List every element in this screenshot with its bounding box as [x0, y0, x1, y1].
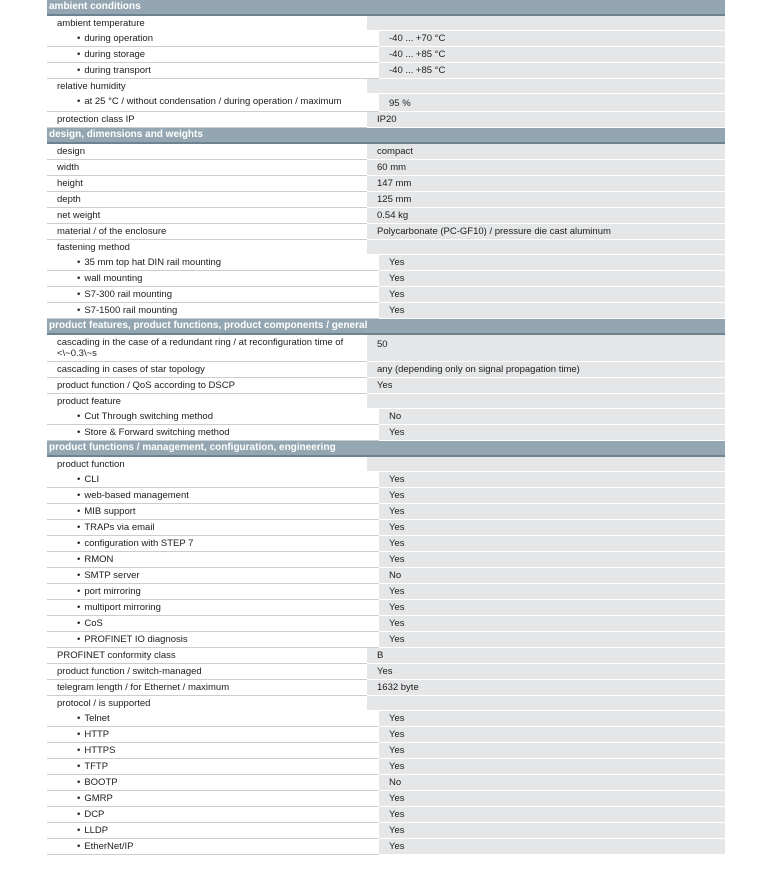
- spec-row: [47, 112, 725, 128]
- spec-row: [47, 63, 725, 79]
- spec-row: [47, 31, 725, 47]
- spec-label: • TRAPs via email: [47, 520, 379, 536]
- spec-label: relative humidity: [57, 81, 126, 92]
- spec-label: • wall mounting: [47, 271, 379, 287]
- spec-label: • web-based management: [47, 488, 379, 504]
- spec-value: Yes: [379, 727, 725, 743]
- spec-value: Yes: [379, 711, 725, 727]
- spec-value: -40 ... +85 °C: [379, 63, 725, 79]
- spec-label: • S7-1500 rail mounting: [47, 303, 379, 319]
- spec-label: depth: [47, 192, 367, 208]
- spec-label: • Telnet: [47, 711, 379, 727]
- spec-value: [367, 457, 725, 472]
- spec-label: • GMRP: [47, 791, 379, 807]
- spec-row: [47, 394, 725, 409]
- spec-label: • at 25 °C / without condensation / during operation / maximum: [47, 94, 379, 112]
- spec-label: • configuration with STEP 7: [47, 536, 379, 552]
- spec-row: [47, 409, 725, 425]
- spec-label: product function / switch-managed: [47, 664, 367, 680]
- section-header: design, dimensions and weights: [47, 128, 725, 144]
- spec-value: Yes: [379, 287, 725, 303]
- spec-label: net weight: [47, 208, 367, 224]
- spec-label: • HTTP: [47, 727, 379, 743]
- spec-row: [47, 144, 725, 160]
- spec-label: • HTTPS: [47, 743, 379, 759]
- spec-label: • CLI: [47, 472, 379, 488]
- spec-value: Yes: [379, 536, 725, 552]
- spec-row: [47, 791, 725, 807]
- spec-label: • MIB support: [47, 504, 379, 520]
- spec-row: [47, 775, 725, 791]
- spec-row: [47, 632, 725, 648]
- spec-row: [47, 472, 725, 488]
- spec-row: [47, 552, 725, 568]
- spec-label: PROFINET conformity class: [47, 648, 367, 664]
- spec-row: [47, 240, 725, 255]
- spec-value: IP20: [367, 112, 725, 128]
- spec-row: [47, 696, 725, 711]
- spec-row: [47, 16, 725, 31]
- spec-label: • EtherNet/IP: [47, 839, 379, 855]
- spec-row: [47, 176, 725, 192]
- spec-value: Yes: [379, 759, 725, 775]
- spec-value: 147 mm: [367, 176, 725, 192]
- spec-label: height: [47, 176, 367, 192]
- spec-row: [47, 759, 725, 775]
- spec-row: [47, 457, 725, 472]
- spec-row: [47, 743, 725, 759]
- spec-label: width: [47, 160, 367, 176]
- spec-row: [47, 488, 725, 504]
- spec-value: 0.54 kg: [367, 208, 725, 224]
- spec-label: protection class IP: [47, 112, 367, 128]
- spec-value: Yes: [367, 378, 725, 394]
- spec-row: [47, 271, 725, 287]
- spec-row: [47, 839, 725, 855]
- spec-label: • during storage: [47, 47, 379, 63]
- spec-label: material / of the enclosure: [47, 224, 367, 240]
- spec-value: Yes: [379, 552, 725, 568]
- spec-label: • Cut Through switching method: [47, 409, 379, 425]
- spec-value: Yes: [379, 807, 725, 823]
- spec-row: [47, 536, 725, 552]
- spec-value: Yes: [379, 600, 725, 616]
- spec-row: [47, 378, 725, 394]
- spec-label: • PROFINET IO diagnosis: [47, 632, 379, 648]
- spec-value: [367, 696, 725, 711]
- spec-label: cascading in the case of a redundant ring / at reconfiguration time of <\~0.3\~s: [47, 335, 367, 362]
- spec-value: Yes: [367, 664, 725, 680]
- section-header: product features, product functions, product components / general: [47, 319, 725, 335]
- spec-label: • Store & Forward switching method: [47, 425, 379, 441]
- spec-row: [47, 362, 725, 378]
- spec-row: [47, 568, 725, 584]
- spec-value: Yes: [379, 271, 725, 287]
- spec-sheet: [47, 0, 725, 855]
- spec-value: Yes: [379, 743, 725, 759]
- spec-row: [47, 224, 725, 240]
- spec-value: Yes: [379, 303, 725, 319]
- spec-row: [47, 807, 725, 823]
- spec-value: any (depending only on signal propagation time): [367, 362, 725, 378]
- spec-label: protocol / is supported: [57, 698, 151, 709]
- spec-row: [47, 335, 725, 362]
- spec-value: 50: [367, 335, 725, 362]
- spec-row: [47, 192, 725, 208]
- spec-value: Yes: [379, 472, 725, 488]
- spec-value: Yes: [379, 839, 725, 855]
- spec-label: • multiport mirroring: [47, 600, 379, 616]
- spec-label: telegram length / for Ethernet / maximum: [47, 680, 367, 696]
- spec-value: Yes: [379, 520, 725, 536]
- spec-value: 95 %: [379, 94, 725, 112]
- spec-row: [47, 160, 725, 176]
- spec-label: • CoS: [47, 616, 379, 632]
- spec-row: [47, 600, 725, 616]
- spec-value: Yes: [379, 425, 725, 441]
- spec-value: [367, 16, 725, 31]
- spec-value: 125 mm: [367, 192, 725, 208]
- spec-label: cascading in cases of star topology: [47, 362, 367, 378]
- spec-label: design: [47, 144, 367, 160]
- spec-value: [367, 240, 725, 255]
- spec-label: • TFTP: [47, 759, 379, 775]
- spec-label: product function: [57, 459, 125, 470]
- spec-row: [47, 79, 725, 94]
- spec-value: [367, 79, 725, 94]
- spec-label: • SMTP server: [47, 568, 379, 584]
- spec-value: Yes: [379, 823, 725, 839]
- spec-label: • LLDP: [47, 823, 379, 839]
- spec-label: • during operation: [47, 31, 379, 47]
- spec-label: • DCP: [47, 807, 379, 823]
- spec-row: [47, 94, 725, 112]
- spec-label: • RMON: [47, 552, 379, 568]
- spec-value: Yes: [379, 584, 725, 600]
- spec-value: 1632 byte: [367, 680, 725, 696]
- spec-row: [47, 287, 725, 303]
- spec-row: [47, 504, 725, 520]
- spec-row: [47, 823, 725, 839]
- spec-label: product function / QoS according to DSCP: [47, 378, 367, 394]
- spec-value: No: [379, 568, 725, 584]
- spec-value: 60 mm: [367, 160, 725, 176]
- spec-row: [47, 520, 725, 536]
- spec-value: Yes: [379, 616, 725, 632]
- spec-row: [47, 303, 725, 319]
- spec-row: [47, 255, 725, 271]
- spec-value: [367, 394, 725, 409]
- spec-label: ambient temperature: [57, 18, 145, 29]
- spec-value: Yes: [379, 255, 725, 271]
- spec-row: [47, 47, 725, 63]
- spec-value: No: [379, 775, 725, 791]
- spec-value: Yes: [379, 504, 725, 520]
- section-header: product functions / management, configuration, engineering: [47, 441, 725, 457]
- spec-value: Polycarbonate (PC-GF10) / pressure die cast aluminum: [367, 224, 725, 240]
- spec-value: No: [379, 409, 725, 425]
- spec-row: [47, 584, 725, 600]
- spec-label: • 35 mm top hat DIN rail mounting: [47, 255, 379, 271]
- spec-label: • S7-300 rail mounting: [47, 287, 379, 303]
- spec-label: fastening method: [57, 242, 130, 253]
- spec-value: Yes: [379, 488, 725, 504]
- spec-row: [47, 727, 725, 743]
- spec-value: B: [367, 648, 725, 664]
- spec-label: product feature: [57, 396, 121, 407]
- spec-row: [47, 664, 725, 680]
- section-header: ambient conditions: [47, 0, 725, 16]
- spec-row: [47, 680, 725, 696]
- spec-label: • during transport: [47, 63, 379, 79]
- spec-row: [47, 208, 725, 224]
- spec-row: [47, 616, 725, 632]
- spec-label: • port mirroring: [47, 584, 379, 600]
- spec-row: [47, 711, 725, 727]
- spec-value: Yes: [379, 791, 725, 807]
- spec-row: [47, 425, 725, 441]
- spec-label: • BOOTP: [47, 775, 379, 791]
- spec-value: -40 ... +70 °C: [379, 31, 725, 47]
- spec-value: Yes: [379, 632, 725, 648]
- spec-row: [47, 648, 725, 664]
- spec-value: compact: [367, 144, 725, 160]
- spec-value: -40 ... +85 °C: [379, 47, 725, 63]
